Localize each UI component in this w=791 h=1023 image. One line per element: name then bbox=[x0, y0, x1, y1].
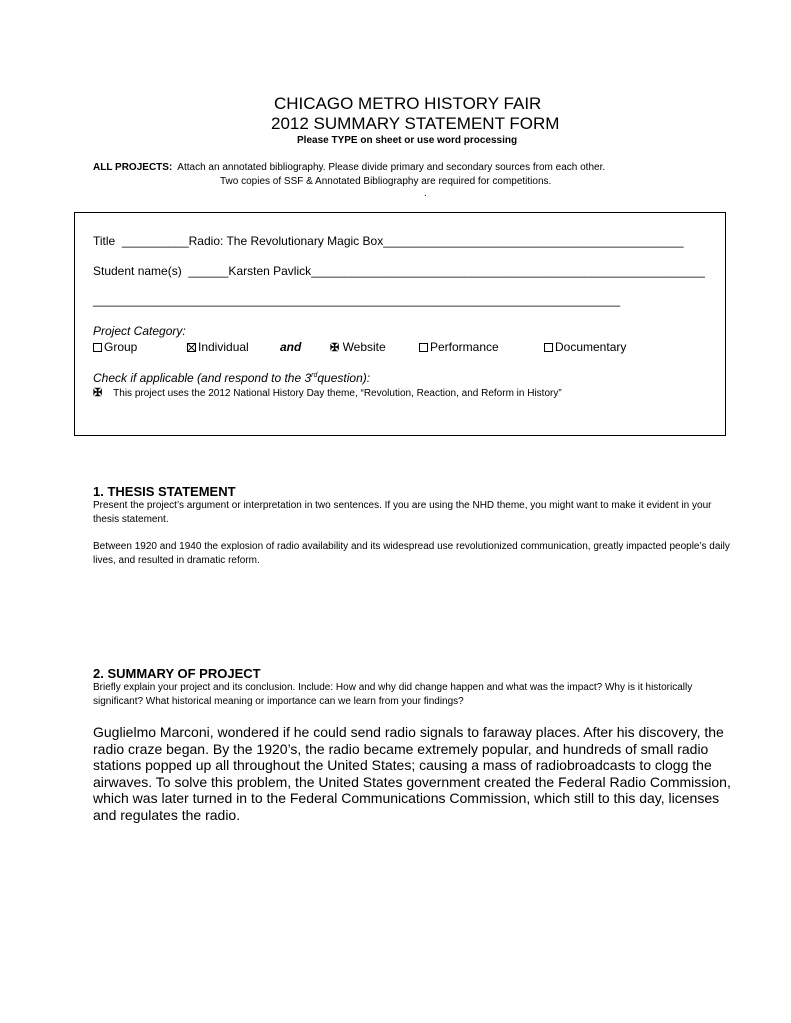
thesis-answer[interactable]: Between 1920 and 1940 the explosion of radio availability and its widespread use revolutionized communication, greatly impacted people’s daily lives, and resulted in dramatic reform. bbox=[93, 541, 730, 566]
category-group[interactable] bbox=[93, 340, 137, 354]
category-website[interactable] bbox=[330, 340, 386, 354]
student-label: Student name(s) bbox=[93, 264, 182, 278]
form-title-line2: 2012 SUMMARY STATEMENT FORM bbox=[271, 114, 560, 133]
all-projects-label: ALL PROJECTS: bbox=[93, 162, 173, 173]
category-documentary[interactable] bbox=[544, 340, 626, 354]
blank-line-field[interactable]: _______________________________________________________________________________ bbox=[93, 293, 621, 307]
category-individual[interactable] bbox=[187, 340, 249, 354]
checkbox-empty-icon[interactable] bbox=[419, 343, 428, 352]
summary-heading: 2. SUMMARY OF PROJECT bbox=[93, 666, 261, 681]
category-performance-label: Performance bbox=[430, 340, 499, 354]
checkbox-empty-icon[interactable] bbox=[93, 343, 102, 352]
title-row bbox=[93, 234, 684, 248]
summary-instructions: Briefly explain your project and its conclusion. Include: How and why did change happen and what was the impact? Why is it historically significant? What historical meaning or importance can we learn from your findings? bbox=[93, 682, 693, 707]
form-title-line1: CHICAGO METRO HISTORY FAIR bbox=[274, 94, 542, 113]
all-projects-text: Attach an annotated bibliography. Please divide primary and secondary sources from each other. bbox=[177, 162, 606, 173]
theme-text: This project uses the 2012 National History Day theme, “Revolution, Reaction, and Reform in History” bbox=[113, 388, 562, 399]
cross-mark-icon[interactable]: ✠ bbox=[93, 387, 103, 399]
summary-answer[interactable]: Guglielmo Marconi, wondered if he could send radio signals to faraway places. After his discovery, the radio craze began. By the 1920’s, the radio became extremely popular, and hundreds of small radio stations popped up all throughout the United States; causing a mass of radiobroadcasts to clogg the airwaves. To solve this problem, the United States government created the Federal Radio Commission, which was later turned in to the Federal Communications Commission, which still to this day, licenses and regulates the radio. bbox=[93, 724, 731, 823]
theme-row[interactable] bbox=[93, 386, 562, 399]
cross-mark-icon[interactable]: ✠ bbox=[330, 342, 340, 354]
title-field[interactable]: __________Radio: The Revolutionary Magic Box_____________________________________________ bbox=[121, 234, 684, 248]
category-and: and bbox=[280, 340, 302, 354]
checkbox-checked-icon[interactable] bbox=[187, 343, 196, 352]
category-documentary-label: Documentary bbox=[555, 340, 627, 354]
thesis-heading: 1. THESIS STATEMENT bbox=[93, 484, 236, 499]
category-label: Project Category: bbox=[93, 324, 186, 338]
form-subtitle: Please TYPE on sheet or use word processing bbox=[297, 135, 518, 146]
title-label: Title bbox=[93, 234, 116, 248]
dot-mark: . bbox=[424, 188, 427, 199]
category-website-label: Website bbox=[342, 340, 386, 354]
check-applicable-label bbox=[93, 371, 370, 385]
thesis-instructions: Present the project’s argument or interpretation in two sentences. If you are using the NHD theme, you might want to make it evident in your thesis statement. bbox=[93, 500, 712, 525]
student-row bbox=[93, 264, 705, 278]
copies-note: Two copies of SSF & Annotated Bibliography are required for competitions. bbox=[220, 176, 552, 187]
category-group-label: Group bbox=[104, 340, 138, 354]
all-projects-note bbox=[93, 162, 605, 173]
category-individual-label: Individual bbox=[198, 340, 249, 354]
check-label-text: Check if applicable (and respond to the 3 bbox=[93, 371, 312, 385]
student-field[interactable]: ______Karsten Pavlick___________________________________________________________ bbox=[188, 264, 705, 278]
check-label-sup: rd bbox=[311, 372, 318, 379]
category-performance[interactable] bbox=[419, 340, 499, 354]
checkbox-empty-icon[interactable] bbox=[544, 343, 553, 352]
check-label-post: question): bbox=[317, 371, 371, 385]
